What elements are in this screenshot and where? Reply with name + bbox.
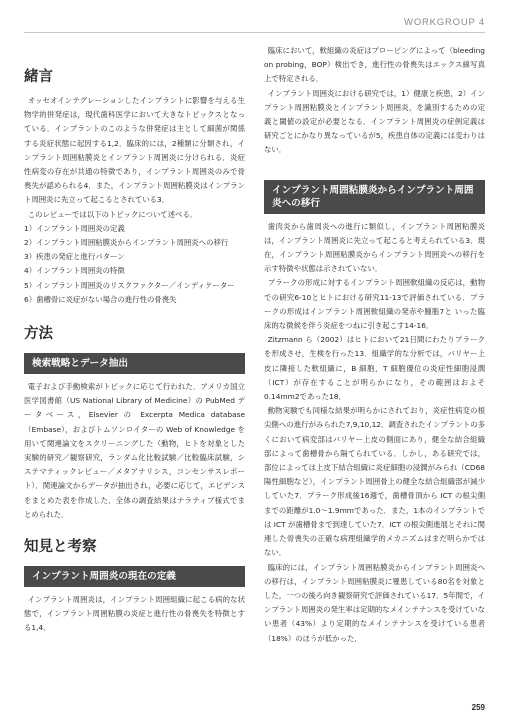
findings-heading: 知見と考察 — [24, 539, 97, 556]
topic-list-item: 6）歯槽骨に炎症がない場合の進行性の骨喪失 — [24, 294, 177, 304]
topic-list-item: 5）インプラント周囲炎のリスクファクター／インディケーター — [24, 280, 235, 290]
intro-heading: 緒言 — [24, 69, 53, 85]
transition-paragraph: 歯肉炎から歯周炎への進行に類似し，インプラント周囲粘膜炎は，インプラント周囲炎に先立って起こると考えられている3．現在，インプラント周囲粘膜炎からインプラント周囲炎への移行を示す特徴や状態は示されていない． — [264, 221, 485, 274]
topic-list-item: 3）疾患の発症と進行パターン — [24, 252, 125, 262]
animal-study-paragraph: 動物実験でも同様な結果が明らかにされており，炎症性病変の根尖側への進行がみられた7,9,10,12．調査されたインプラントの多くにおいて病変部はバリヤー上皮の側面にあり，健全な結合組織部によって歯槽骨から隔てられている．しかし，ある研究では，部位によっては上皮下結合組織に炎症細胞の浸潤がみられ（CD68陽性細胞など），インプラント周囲骨上の健全な結合組織部が減少していた7．プラーク形成後16週で，歯槽骨頂から ICT の根尖側までの距離が1.0〜1.9mmであった．また，1本のインプラントでは ICT が歯槽骨まで到達していた7．ICT の根尖側進展とそれに関連した骨喪失の正確な病理組織学的メカニズムはまだ明らかではない． — [264, 406, 485, 558]
topic-list-item: 2）インプラント周囲粘膜炎からインプラント周囲炎への移行 — [24, 238, 229, 248]
intro-paragraph: オッセオインテグレーションしたインプラントに影響を与える生物学的併発症は，現代歯科医学において大きなトピックスとなっている．インプラントのこのような併発症は主として細菌が関係する炎症状態に起因する1,2．臨床的には，2種類に分類され，インプラント周囲粘膜炎とインプラント周囲炎に分けられる．炎症性病変の存在が共通の特徴であり，インプラント周囲炎のみで骨喪失が認められる4．また，インプラント周囲粘膜炎はインプラント周囲炎に先立って起こるとされている3． — [24, 96, 245, 205]
page-number: 259 — [471, 703, 485, 712]
right-column — [264, 44, 485, 646]
methods-heading: 方法 — [24, 326, 53, 343]
left-column — [24, 44, 245, 636]
running-header: WORKGROUP 4 — [404, 17, 485, 28]
case-definition-paragraph: インプラント周囲炎における研究では，1）健康と疾患，2）インプラント周囲粘膜炎とインプラント周囲炎，を識別するための定義と閾値の設定が必要となる．インプラント周囲炎の症例定義は研究ごとにかなり異なっているが5，疾患自体の定義には変わりはない． — [264, 88, 485, 155]
definition-paragraph: インプラント周囲炎は，インプラント周囲組織に起こる病的な状態で，インプラント周囲粘膜の炎症と進行性の骨喪失を特徴とする1,4． — [24, 595, 245, 633]
methods-paragraph: 電子および手動検索がトピックに応じて行われた．アメリカ国立医学図書館（US National Library of Medicine）の PubMed データベース，Elsevier の Excerpta Medica database（Embase），およびトムソンロイターの Web of Knowledge を用いて関連論文をスクリーニングした（動物，ヒトを対象とした実験的研究／観察研究，ランダム化比較試験／比較臨床試験，システマティックレビュー／メタアナリシス，コンセンサスレポート）．関連論文からデータが抽出され，必要に応じて，エビデンスをまとめた表を作成した．全体の調査結果はナラティブ様式でまとめられた． — [24, 382, 245, 519]
zitzmann-study-paragraph: Zitzmann ら（2002）はヒトにおいて21日間にわたりプラークを形成させ，生検を行った13．組織学的な分析では，バリヤー上皮に隣接した軟組織に，B 細胞，T 細胞優位の炎症性細胞浸潤（ICT）が存在することが明らかになり，その範囲はおよそ0.14mm2であった18． — [264, 335, 485, 402]
clinical-transition-paragraph: 臨床的には，インプラント周囲粘膜炎からインプラント周囲炎への移行は，インプラント周囲粘膜炎に罹患している80名を対象とした，一つの後ろ向き観察研究で評価されている17．5年間で，インプラント周囲炎の発生率は定期的なメインテナンスを受けていない患者（43%）より定期的なメインテナンスを受けている患者（18%）のほうが低かった． — [264, 562, 485, 643]
clinical-detection-paragraph: 臨床において，軟組織の炎症はプロービングによって（bleeding on probing，BOP）検出でき，進行性の骨喪失はエックス線写真上で特定される． — [264, 46, 485, 84]
header-rule — [24, 32, 485, 33]
search-strategy-section-bar: 検索戦略とデータ抽出 — [24, 353, 245, 374]
transition-section-bar: インプラント周囲粘膜炎からインプラント周囲炎への移行 — [264, 180, 485, 214]
plaque-response-paragraph: プラークの形成に対するインプラント周囲軟組織の反応は，動物での研究6-10とヒトにおける研究11-13で評価されている．プラークの形成はインプラント周囲軟組織の発赤や腫脹7と いった臨床的な徴候を伴う炎症をつねに引き起こす14-16． — [264, 278, 485, 331]
topic-list-item: 1）インプラント周囲炎の定義 — [24, 223, 125, 233]
topic-list — [24, 222, 245, 307]
topic-list-item: 4）インプラント周囲炎の特徴 — [24, 266, 125, 276]
definition-section-bar: インプラント周囲炎の現在の定義 — [24, 566, 245, 587]
intro-paragraph-topics-lead: このレビューでは以下のトピックについて述べる． — [27, 209, 198, 219]
